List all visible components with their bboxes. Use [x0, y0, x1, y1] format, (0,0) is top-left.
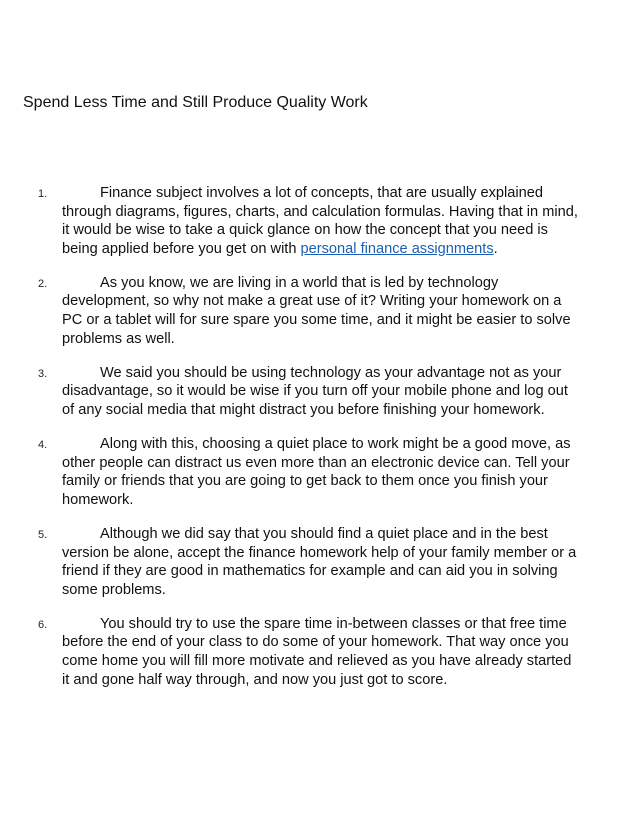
personal-finance-assignments-link[interactable]: personal finance assignments — [300, 240, 494, 257]
list-item-number: 6. — [38, 618, 48, 631]
list-item-number: 4. — [38, 439, 48, 452]
list-item-text — [62, 184, 578, 258]
list-item-text: Although we did say that you should find a quiet place and in the best version be alone, accept the finance homework help of your family member or a friend if they are good in mathematics for example and can aid you in solving some problems. — [62, 525, 577, 598]
list-item-number: 2. — [38, 277, 48, 290]
list-item-text: We said you should be using technology as your advantage not as your disadvantage, so it would be wise if you turn off your mobile phone and log out of any social media that might distract you before finishing your homework. — [62, 364, 568, 418]
list-item-text: You should try to use the spare time in-between classes or that free time before the end of your class to do some of your homework. That way once you come home you will fill more motivate and relieved as you have already started it and gone half way through, and now you just got to score. — [62, 615, 572, 688]
list-item — [0, 525, 638, 599]
list-item — [0, 274, 638, 348]
tips-list — [0, 184, 638, 705]
list-item-text-part: . — [493, 240, 498, 257]
list-item — [0, 615, 638, 689]
list-item — [0, 184, 638, 258]
list-item — [0, 364, 638, 420]
list-item-number: 1. — [38, 188, 48, 200]
list-item-text: As you know, we are living in a world that is led by technology development, so why not make a great use of it? Writing your homework on a PC or a tablet will for sure spare you some time, and it might be easier to solve problems as well. — [62, 274, 571, 347]
list-item-number: 3. — [38, 367, 48, 380]
list-item-text: Along with this, choosing a quiet place to work might be a good move, as other people can distract us even more than an electronic device can. Tell your family or friends that you are going to get back to them once you finish your homework. — [62, 436, 571, 508]
document-title: Spend Less Time and Still Produce Quality Work — [23, 94, 368, 111]
list-item-number: 5. — [38, 528, 48, 541]
list-item — [0, 435, 638, 509]
list-item-text-part: Finance subject involves a lot of concepts, that are usually explained through diagrams, figures, charts, and calculation formulas. Having that in mind, it would be wise to take a quick glance on how the concept that you need is being applied before you get on with — [62, 185, 578, 257]
